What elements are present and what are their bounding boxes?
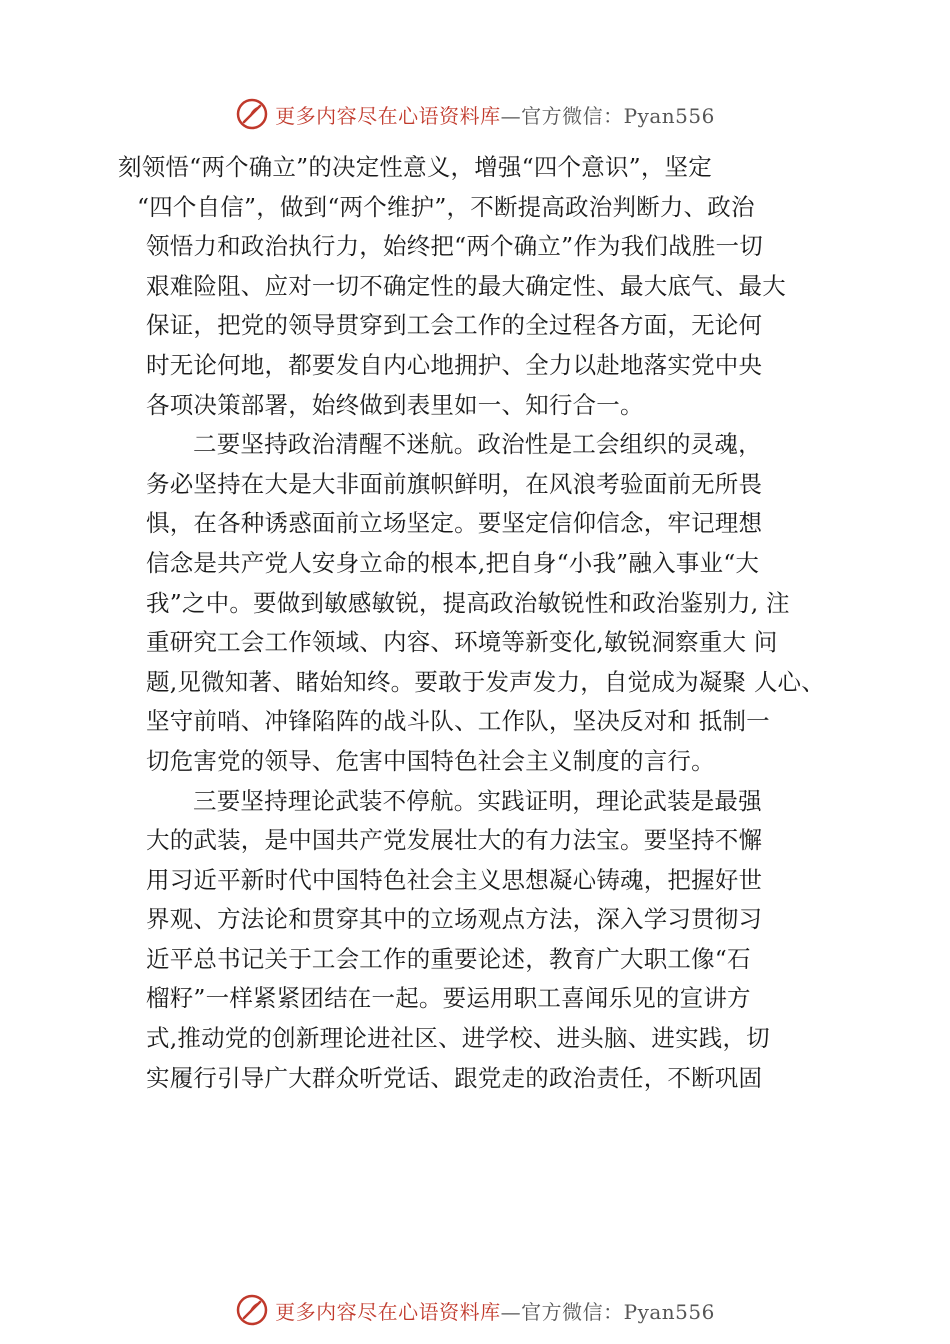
text-line: 实履行引导广大群众听党话、跟党走的政治责任，不断巩固 [146,1063,763,1092]
paragraph-start-line: 三要坚持理论武装不停航。实践证明，理论武装是最强 [193,786,762,815]
banner-wechat-label: 官方微信： [521,1299,624,1324]
quill-logo-icon [235,97,269,131]
banner-dash: — [500,1299,522,1324]
text-line: 切危害党的领导、危害中国特色社会主义制度的言行。 [146,746,715,775]
text-line: 重研究工会工作领域、内容、环境等新变化,敏锐洞察重大 问 [146,628,778,657]
banner-text [275,1296,715,1325]
text-line: 各项决策部署，始终做到表里如一、知行合一。 [146,390,644,419]
text-line: 用习近平新时代中国特色社会主义思想凝心铸魂，把握好世 [146,865,763,894]
banner-dash: — [500,103,522,128]
text-line: 我”之中。要做到敏感敏锐，提高政治敏锐性和政治鉴别力, 注 [146,588,790,617]
text-line: 保证，把党的领导贯穿到工会工作的全过程各方面，无论何 [146,311,763,340]
quill-logo-icon [235,1293,269,1327]
text-line: 大的武装，是中国共产党发展壮大的有力法宝。要坚持不懈 [146,826,763,855]
text-line: 务必坚持在大是大非面前旗帜鲜明，在风浪考验面前无所畏 [146,469,763,498]
text-line: 坚守前哨、冲锋陷阵的战斗队、工作队，坚决反对和 抵制一 [146,707,770,736]
text-line: 艰难险阻、应对一切不确定性的最大确定性、最大底气、最大 [146,271,786,300]
text-line: 题,见微知著、睹始知终。要敢于发声发力，自觉成为凝聚 人心、 [146,667,825,696]
text-line: 近平总书记关于工会工作的重要论述，教育广大职工像“石 [146,944,751,973]
paragraph-start-line: 二要坚持政治清醒不迷航。政治性是工会组织的灵魂， [193,430,762,459]
text-line: 信念是共产党人安身立命的根本,把自身“小我”融入事业“大 [146,548,760,577]
banner-wechat-id: Pyan556 [623,1299,715,1324]
text-line: 领悟力和政治执行力，始终把“两个确立”作为我们战胜一切 [146,232,763,261]
banner-wechat-id: Pyan556 [623,103,715,128]
text-line: 刻领悟“两个确立”的决定性意义，增强“四个意识”，坚定 [118,153,712,181]
text-line: 界观、方法论和贯穿其中的立场观点方法，深入学习贯彻习 [146,905,763,934]
banner-wechat-label: 官方微信： [521,103,624,128]
document-body [118,148,846,1098]
text-line: 榴籽”一样紧紧团结在一起。要运用职工喜闻乐见的宣讲方 [146,984,751,1013]
header-banner [0,94,950,134]
banner-main-text: 更多内容尽在心语资料库 [275,103,501,128]
text-line: 式,推动党的创新理论进社区、进学校、进头脑、进实践，切 [146,1024,770,1053]
footer-banner [0,1290,950,1330]
text-line: 惧，在各种诱惑面前立场坚定。要坚定信仰信念，牢记理想 [146,509,763,538]
text-line: “四个自信”，做到“两个维护”，不断提高政治判断力、政治 [137,192,755,221]
text-line: 时无论何地，都要发自内心地拥护、全力以赴地落实党中央 [146,350,763,379]
banner-main-text: 更多内容尽在心语资料库 [275,1299,501,1324]
banner-text [275,100,715,129]
